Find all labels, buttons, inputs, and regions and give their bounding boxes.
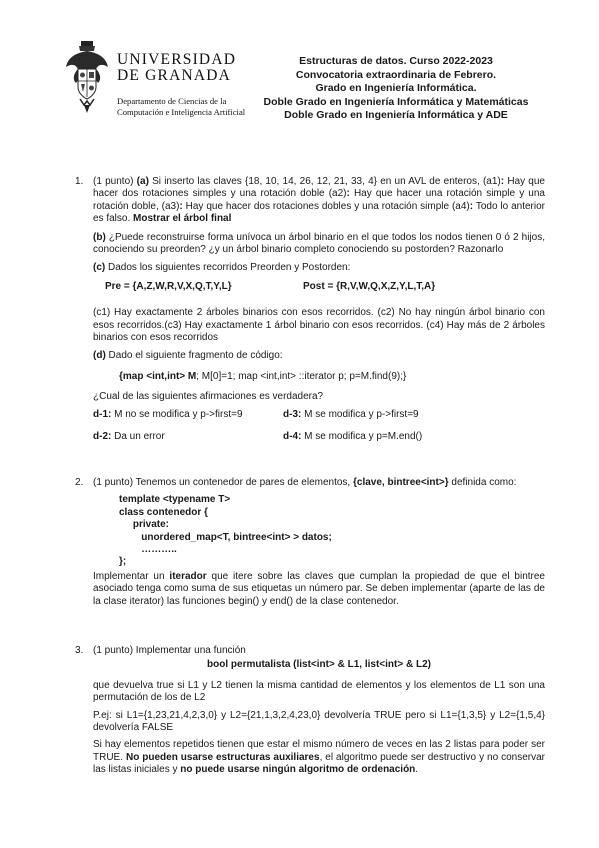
option-d3 bbox=[283, 409, 533, 421]
department-name bbox=[117, 96, 245, 118]
q1-part-b bbox=[93, 232, 545, 257]
intro-text: definida como: bbox=[448, 477, 517, 488]
part-label: (b) bbox=[93, 231, 106, 243]
option-label: d-2: bbox=[93, 431, 112, 443]
question-2 bbox=[75, 477, 545, 613]
body-bold: iterador bbox=[169, 570, 207, 582]
part-label: (a) bbox=[136, 176, 149, 187]
traversals bbox=[105, 281, 545, 293]
body-bold: No pueden usarse estructuras auxiliares bbox=[125, 751, 320, 763]
code-line: }; bbox=[119, 556, 127, 568]
q1-question: ¿Cual de las siguientes afirmaciones es verdadera? bbox=[93, 391, 324, 403]
option-d2 bbox=[93, 431, 283, 443]
part-text: ¿Puede reconstruirse forma unívoca un árbol binario en el que todos los nodos tienen 0 ó 2 hijos, conociendo su preorden? ¿y un árbol binario completo conociendo su postorden? Razonarlo bbox=[93, 231, 545, 256]
body-text: Si hay elementos repetidos tienen que estar el mismo número de veces en las 2 listas para poder ser TRUE. bbox=[93, 739, 545, 763]
question-number: 1. bbox=[75, 176, 84, 187]
option-text: Da un error bbox=[111, 431, 165, 443]
q3-intro: (1 punto) Implementar una función bbox=[93, 645, 246, 656]
part-text: Todo lo anterior es falso. bbox=[93, 200, 545, 225]
code-line: unordered_map<T, bintree<int> > datos; bbox=[119, 531, 332, 543]
question-3 bbox=[75, 645, 545, 782]
option-label: d-1: bbox=[93, 408, 112, 420]
body-text: , el algoritmo puede ser destructivo y no conservar las listas iniciales y bbox=[93, 751, 546, 776]
exam-header bbox=[246, 55, 546, 123]
code-snippet bbox=[119, 371, 545, 383]
degree-2: Doble Grado en Ingeniería Informática y Matemáticas bbox=[263, 95, 529, 108]
body-bold: no puede usarse ningún algoritmo de ordenación bbox=[180, 764, 416, 776]
option-text: M no se modifica y p->first=9 bbox=[111, 408, 243, 420]
q1-part-c-options: (c1) Hay exactamente 2 árboles binarios con esos recorridos. (c2) No hay ningún árbol binario con esos recorridos.(c3) Hay exactamente 1 árbol binario con esos recorridos. (c4) Hay más de 2 árboles binarios con esos recorridos bbox=[93, 307, 545, 344]
q3-paragraph-3 bbox=[93, 739, 545, 776]
question-number: 2. bbox=[75, 477, 84, 488]
part-text: Hay que hacer dos rotaciones dobles y una rotación simple (a4) bbox=[182, 200, 470, 212]
points-label: (1 punto) bbox=[93, 176, 137, 187]
university-crest-icon bbox=[64, 39, 110, 115]
question-number: 3. bbox=[75, 645, 84, 656]
part-label: (d) bbox=[93, 350, 106, 362]
colon: : bbox=[500, 176, 505, 187]
q1-part-d bbox=[93, 350, 545, 362]
q1-part-c bbox=[93, 262, 545, 274]
code-line: ……….. bbox=[119, 544, 177, 556]
colon: : bbox=[469, 200, 474, 212]
part-text: Si inserto las claves {18, 10, 14, 26, 12, 21, 33, 4} en un AVL de enteros, (a1) bbox=[148, 176, 501, 187]
instruction-bold: Mostrar el árbol final bbox=[133, 213, 232, 225]
university-name-line2: DE GRANADA bbox=[117, 67, 232, 84]
q2-text bbox=[93, 571, 545, 608]
option-label: d-3: bbox=[283, 408, 302, 420]
degree-3: Doble Grado en Ingeniería Informática y ADE bbox=[284, 109, 508, 121]
part-text: Hay que hacer dos rotaciones simples y una rotación doble (a2) bbox=[93, 176, 545, 200]
university-name-line1: UNIVERSIDAD bbox=[117, 51, 237, 68]
option-d1 bbox=[93, 409, 283, 421]
question-1 bbox=[75, 176, 545, 444]
code-rest: ; M[0]=1; map <int,int> ::iterator p; p=M.find(9);} bbox=[196, 370, 407, 382]
intro-text: (1 punto) Tenemos un contenedor de pares de elementos, bbox=[93, 477, 353, 488]
code-bold: {map <int,int> M bbox=[119, 370, 197, 382]
function-signature: bool permutalista (list<int> & L1, list<int> & L2) bbox=[207, 659, 431, 671]
code-line: class contenedor { bbox=[119, 506, 208, 518]
answer-options bbox=[93, 409, 545, 444]
degree-1: Grado en Ingeniería Informática. bbox=[315, 82, 477, 94]
intro-bold: {clave, bintree<int>} bbox=[353, 477, 449, 488]
option-d4 bbox=[283, 431, 533, 443]
preorder: Pre = {A,Z,W,R,V,X,Q,T,Y,L} bbox=[105, 280, 232, 292]
code-block bbox=[119, 494, 545, 568]
q2-intro bbox=[93, 477, 545, 489]
q3-paragraph-1: que devuelva true si L1 y L2 tienen la misma cantidad de elementos y los elementos de L1 son una permutación de los de L2 bbox=[93, 679, 545, 704]
department-line1: Departamento de Ciencias de la bbox=[117, 96, 227, 106]
q1-part-a bbox=[93, 176, 545, 226]
body-text: . bbox=[415, 764, 419, 776]
colon: : bbox=[179, 200, 183, 212]
code-line: template <typename T> bbox=[119, 494, 231, 506]
colon: : bbox=[346, 188, 350, 200]
body-text: Implementar un bbox=[93, 570, 170, 582]
code-line: private: bbox=[119, 519, 170, 531]
part-text: Hay que hacer una rotación simple y una rotación doble, (a3) bbox=[93, 188, 545, 212]
option-text: M se modifica y p=M.end() bbox=[301, 431, 423, 443]
part-text: Dados los siguientes recorridos Preorden y Postorden: bbox=[105, 262, 351, 274]
department-line2: Computación e Inteligencia Artificial bbox=[117, 107, 246, 117]
part-label: (c) bbox=[93, 262, 106, 274]
option-label: d-4: bbox=[283, 431, 302, 443]
part-text: Dado el siguiente fragmento de código: bbox=[105, 350, 283, 362]
university-name bbox=[117, 52, 236, 84]
postorder: Post = {R,V,W,Q,X,Z,Y,L,T,A} bbox=[303, 280, 436, 292]
exam-call: Convocatoria extraordinaria de Febrero. bbox=[295, 68, 497, 81]
body-text: que itere sobre las claves que cumplan la propiedad de que el bintree asociado tenga como suma de sus etiquetas un número par. Se deben implementar (aparte de las de la clase iterator) las funciones begin() y end() de la clase contenedor. bbox=[93, 570, 545, 607]
option-text: M se modifica y p->first=9 bbox=[301, 408, 419, 420]
course-title: Estructuras de datos. Curso 2022-2023 bbox=[299, 55, 493, 67]
q3-paragraph-2: P.ej: si L1={1,23,21,4,2,3,0} y L2={21,1,3,2,4,23,0} devolvería TRUE pero si L1={1,3,5} y L2={1,5,4} devolvería FALSE bbox=[93, 709, 545, 734]
